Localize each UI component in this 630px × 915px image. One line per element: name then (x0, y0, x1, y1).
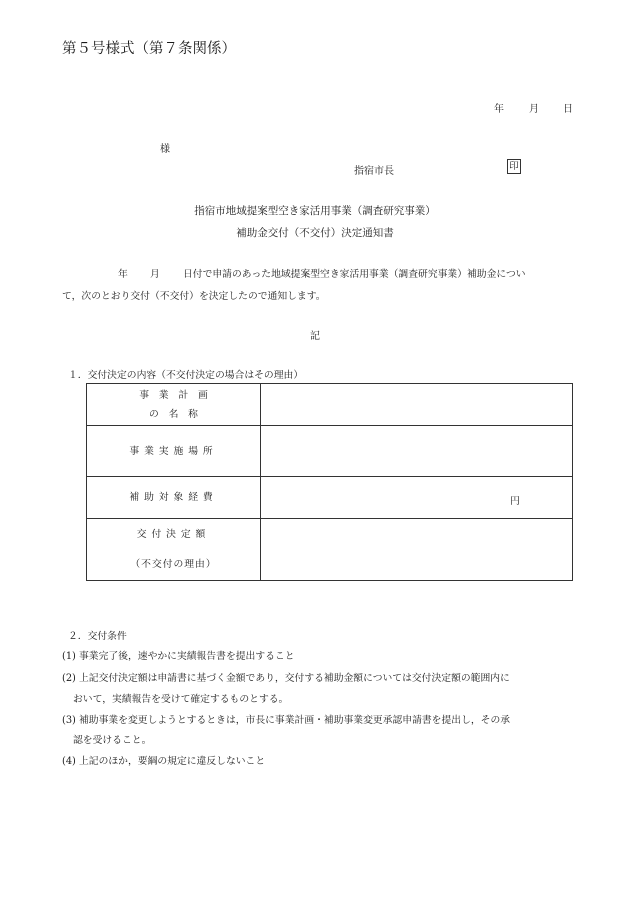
amount-value-cell[interactable] (261, 518, 573, 580)
plan-name-label-line2: の 名 称 (149, 408, 198, 420)
table-row (87, 477, 573, 518)
body-line2: て，次のとおり交付（不交付）を決定したので通知します。 (62, 291, 326, 302)
location-label: 事業実施場所 (87, 426, 261, 477)
decision-table (86, 383, 573, 581)
location-value-cell[interactable] (261, 426, 573, 477)
section2-heading: ２．交付条件 (68, 631, 127, 642)
ki-marker: 記 (310, 331, 320, 342)
addressee-suffix: 様 (160, 144, 170, 155)
section1-heading: １．交付決定の内容（不交付決定の場合はその理由） (68, 370, 304, 381)
body-year-label: 年 (118, 269, 128, 280)
table-row (87, 518, 573, 580)
condition-item-1: (1) 事業完了後，速やかに実績報告書を提出すること (62, 651, 295, 662)
body-line1-rest: 日付で申請のあった地域提案型空き家活用事業（調査研究事業）補助金につい (183, 269, 526, 280)
table-row (87, 384, 573, 426)
condition-item-3-cont: 認を受けること。 (73, 735, 152, 746)
date-month-label: 月 (529, 104, 539, 115)
amount-label (87, 518, 261, 580)
yen-unit: 円 (510, 496, 520, 507)
seal-mark: 印 (507, 159, 521, 174)
table-row (87, 426, 573, 477)
condition-item-2: (2) 上記交付決定額は申請書に基づく金額であり，交付する補助金額については交付決定額の範囲内に (62, 673, 510, 684)
plan-name-value-cell[interactable] (261, 384, 573, 426)
document-title-line1: 指宿市地域提案型空き家活用事業（調査研究事業） (194, 205, 436, 217)
date-day-label: 日 (563, 104, 573, 115)
body-month-label: 月 (150, 269, 160, 280)
plan-name-label (87, 384, 261, 426)
document-title-line2: 補助金交付（不交付）決定通知書 (236, 227, 394, 239)
expense-value-cell[interactable] (261, 477, 573, 518)
plan-name-label-line1: 事 業 計 画 (139, 389, 208, 401)
expense-label: 補助対象経費 (87, 477, 261, 518)
form-title: 第５号様式（第７条関係） (62, 41, 236, 57)
condition-item-4: (4) 上記のほか，要綱の規定に違反しないこと (62, 756, 266, 767)
issuer-name: 指宿市長 (354, 166, 394, 177)
condition-item-2-cont: おいて，実績報告を受けて確定するものとする。 (73, 694, 289, 705)
amount-label-line1: 交付決定額 (136, 528, 211, 540)
reason-label: （不交付の理由） (130, 558, 217, 570)
date-year-label: 年 (494, 104, 504, 115)
condition-item-3: (3) 補助事業を変更しようとするときは，市長に事業計画・補助事業変更承認申請書を提出し，その承 (62, 715, 511, 726)
